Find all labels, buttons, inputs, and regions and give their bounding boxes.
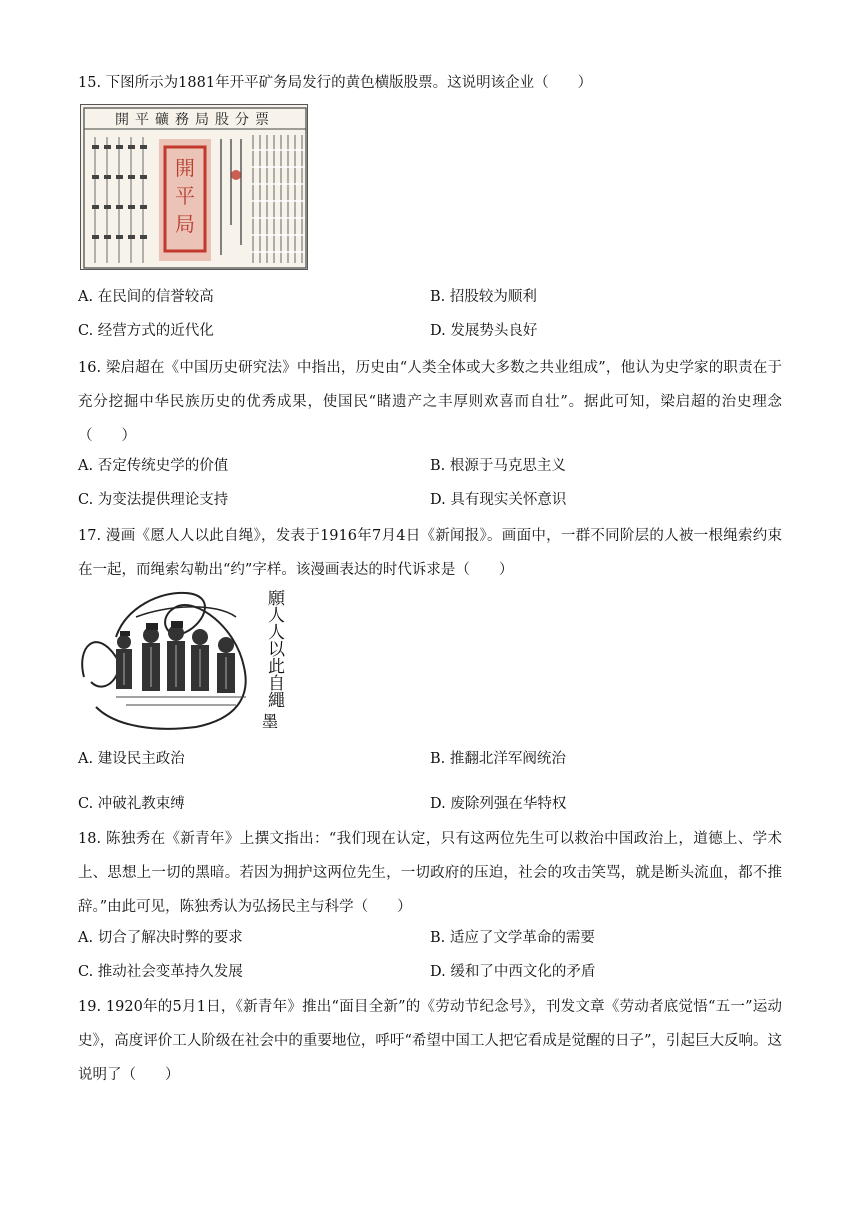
certificate-title: 開平礦務局股分票 bbox=[115, 112, 275, 128]
question-17-stem: 17. 漫画《愿人人以此自绳》，发表于1916年7月4日《新闻报》。画面中，一群不同阶层的人被一根绳索约束在一起，而绳索勾勒出“约”字样。该漫画表达的时代诉求是（ ） bbox=[78, 528, 782, 578]
question-18-stem: 18. 陈独秀在《新青年》上撰文指出：“我们现在认定，只有这两位先生可以救治中国政治上，道德上、学术上、思想上一切的黑暗。若因为拥护这两位先生，一切政府的压迫，社会的攻击笑骂，就是断头流血，都不推辞。”由此可见，陈独秀认为弘扬民主与科学（ ） bbox=[78, 831, 782, 915]
svg-text:平: 平 bbox=[175, 184, 195, 208]
question-18-option-d[interactable]: D. 缓和了中西文化的矛盾 bbox=[430, 964, 596, 980]
question-18-option-a[interactable]: A. 切合了解决时弊的要求 bbox=[78, 930, 243, 946]
question-16-option-d[interactable]: D. 具有现实关怀意识 bbox=[430, 492, 567, 508]
question-17-option-a[interactable]: A. 建设民主政治 bbox=[78, 751, 185, 767]
cartoon-signature: 墨 bbox=[262, 712, 279, 731]
question-18-option-c[interactable]: C. 推动社会变革持久发展 bbox=[78, 964, 243, 980]
question-15-option-d[interactable]: D. 发展势头良好 bbox=[430, 323, 538, 339]
cartoon-drawing bbox=[76, 587, 286, 735]
question-15-stem: 15. 下图所示为1881年开平矿务局发行的黄色横版股票。这说明该企业（ ） bbox=[78, 75, 593, 91]
question-15-option-a[interactable]: A. 在民间的信誉较高 bbox=[78, 289, 214, 305]
stock-certificate-image bbox=[80, 104, 308, 270]
question-17-option-b[interactable]: B. 推翻北洋军阀统治 bbox=[430, 751, 566, 767]
stock-certificate-drawing bbox=[81, 105, 309, 271]
question-16-stem: 16. 梁启超在《中国历史研究法》中指出，历史由“人类全体或大多数之共业组成”，他认为史学家的职责在于充分挖掘中华民族历史的优秀成果，使国民“睹遗产之丰厚则欢喜而自壮”。据此可知，梁启超的治史理念（ ） bbox=[78, 360, 782, 444]
svg-text:開: 開 bbox=[175, 156, 195, 180]
cartoon-image bbox=[76, 587, 286, 735]
question-16-option-b[interactable]: B. 根源于马克思主义 bbox=[430, 458, 566, 474]
question-17-option-d[interactable]: D. 废除列强在华特权 bbox=[430, 796, 567, 812]
question-19-stem: 19. 1920年的5月1日，《新青年》推出“面目全新”的《劳动节纪念号》，刊发文章《劳动者底觉悟“五一”运动史》，高度评价工人阶级在社会中的重要地位，呼吁“希望中国工人把它看成是觉醒的日子”，引起巨大反响。这说明了（ ） bbox=[78, 999, 782, 1083]
question-15-option-b[interactable]: B. 招股较为顺利 bbox=[430, 289, 537, 305]
question-15-option-c[interactable]: C. 经营方式的近代化 bbox=[78, 323, 214, 339]
question-16-option-c[interactable]: C. 为变法提供理论支持 bbox=[78, 492, 229, 508]
svg-text:局: 局 bbox=[175, 212, 195, 236]
question-17-option-c[interactable]: C. 冲破礼教束缚 bbox=[78, 796, 185, 812]
cartoon-caption: 願人人以此自繩 bbox=[264, 589, 284, 708]
question-18-option-b[interactable]: B. 适应了文学革命的需要 bbox=[430, 930, 595, 946]
question-16-option-a[interactable]: A. 否定传统史学的价值 bbox=[78, 458, 229, 474]
